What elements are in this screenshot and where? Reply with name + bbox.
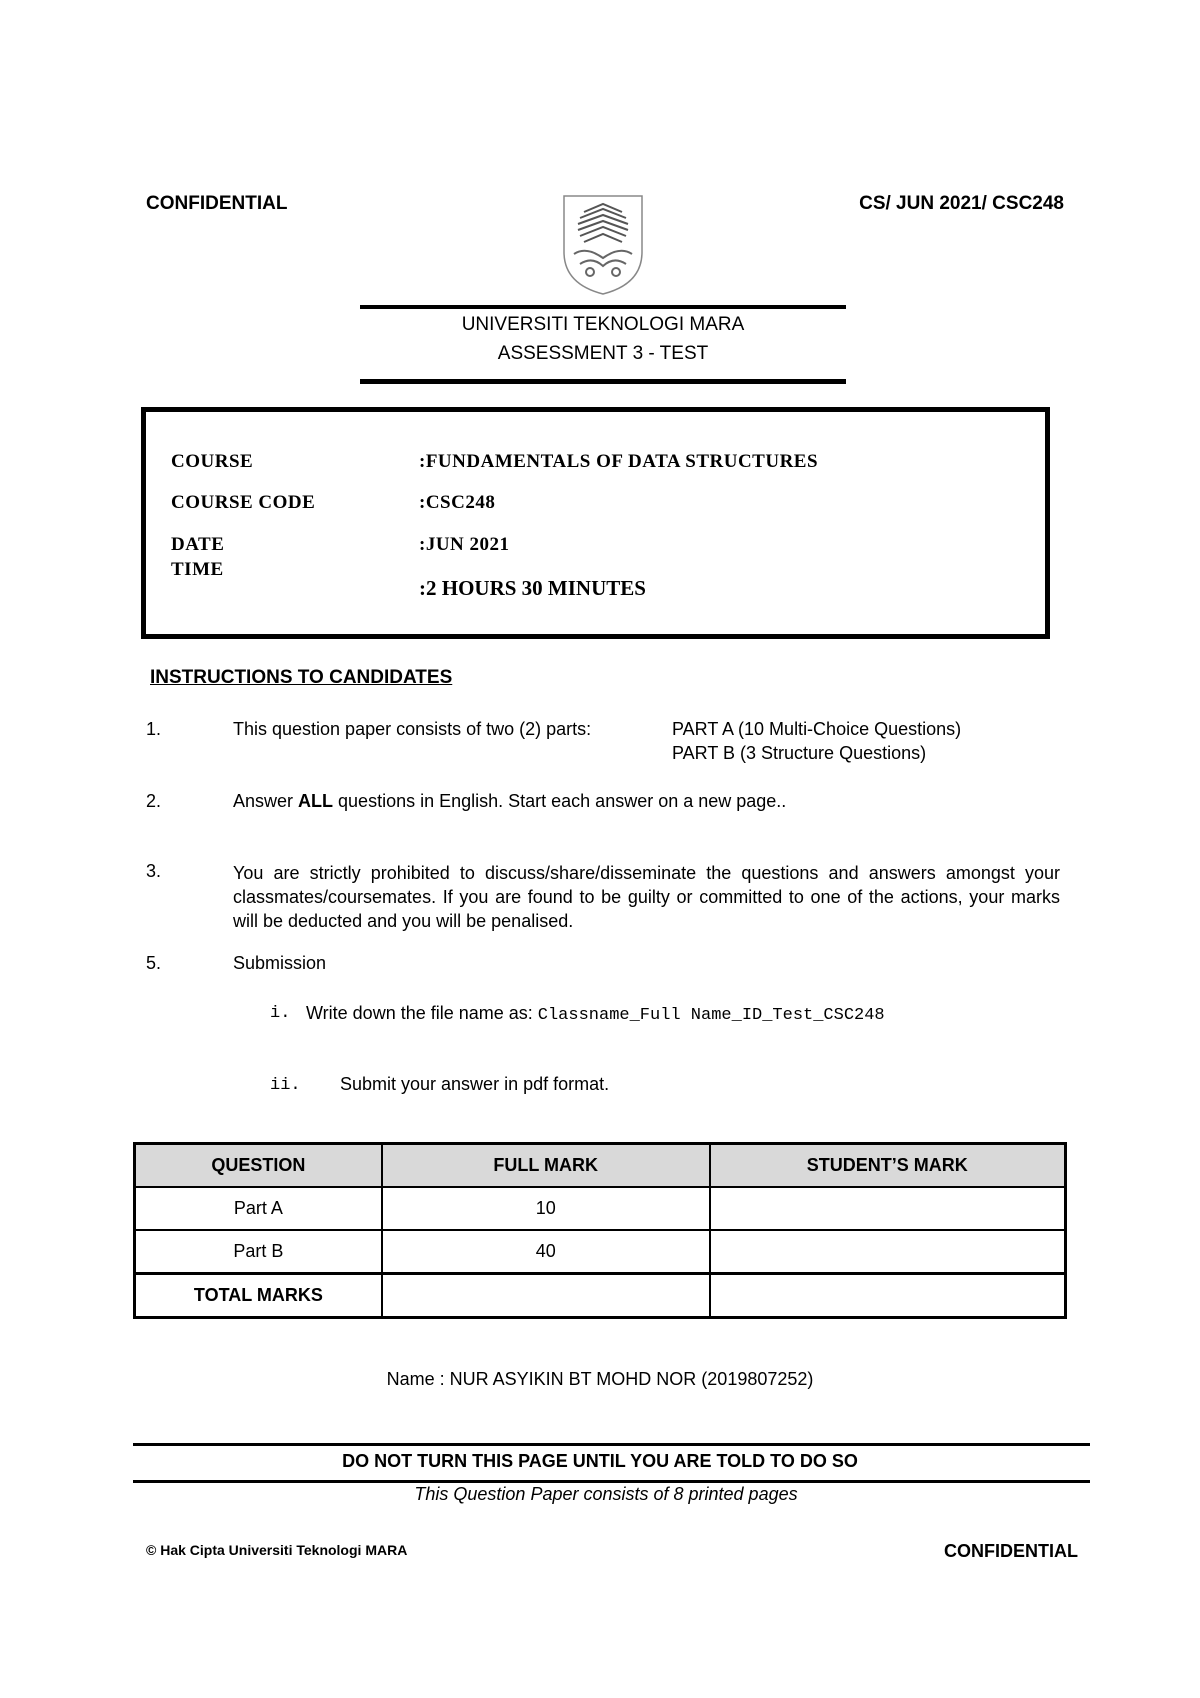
instruction-1-part-b: PART B (3 Structure Questions) [672, 743, 927, 763]
university-name: UNIVERSITI TEKNOLOGI MARA [461, 314, 745, 335]
instruction-1-part-a: PART A (10 Multi-Choice Questions) [672, 719, 962, 739]
university-crest-icon [560, 192, 646, 296]
course-label: COURSE [171, 451, 254, 472]
instructions-heading: INSTRUCTIONS TO CANDIDATES [150, 667, 453, 688]
time-value: :2 HOURS 30 MINUTES [419, 576, 646, 600]
instruction-2-number: 2. [146, 791, 162, 811]
row-part-b-question: Part B [135, 1230, 382, 1274]
instruction-3-number: 3. [146, 861, 162, 881]
row-part-a-student-mark[interactable] [710, 1187, 1066, 1230]
course-info-box [141, 407, 1050, 639]
footer-rule-top [133, 1443, 1090, 1446]
submission-filename-format: Classname_Full Name_ID_Test_CSC248 [537, 1006, 885, 1025]
header-students-mark: STUDENT’S MARK [710, 1144, 1066, 1188]
instruction-2-bold: ALL [298, 791, 334, 811]
do-not-turn-warning: DO NOT TURN THIS PAGE UNTIL YOU ARE TOLD TO DO SO [342, 1451, 858, 1471]
header-question: QUESTION [135, 1144, 382, 1188]
row-part-b-student-mark[interactable] [710, 1230, 1066, 1274]
row-total-label: TOTAL MARKS [135, 1274, 382, 1318]
date-label: DATE [171, 534, 225, 555]
table-row [135, 1187, 1066, 1230]
course-value: :FUNDAMENTALS OF DATA STRUCTURES [419, 451, 819, 472]
submission-sub-i-number: i. [270, 1004, 291, 1023]
assessment-title: ASSESSMENT 3 - TEST [497, 343, 709, 364]
student-name-line: Name : NUR ASYIKIN BT MOHD NOR (2019807252) [386, 1369, 814, 1389]
course-code-value: :CSC248 [419, 492, 496, 513]
instruction-2-text [233, 791, 786, 812]
instruction-2-pre: Answer [233, 791, 299, 811]
course-code-label: COURSE CODE [171, 492, 316, 513]
time-label: TIME [171, 559, 224, 580]
header-confidential: CONFIDENTIAL [146, 193, 288, 214]
submission-sub-ii-text: Submit your answer in pdf format. [340, 1074, 610, 1094]
row-part-a-full-mark: 10 [382, 1187, 710, 1230]
row-part-b-full-mark: 40 [382, 1230, 710, 1274]
instruction-3-text: You are strictly prohibited to discuss/share/disseminate the questions and answers amongst your classmates/coursemates. If you are found to be guilty or committed to one of the actions, your marks will be deducted and you will be penalised. [233, 863, 1060, 931]
submission-sub-i-label: Write down the file name as: [306, 1003, 538, 1023]
row-part-a-question: Part A [135, 1187, 382, 1230]
submission-sub-i-text [306, 1003, 885, 1025]
header-full-mark: FULL MARK [382, 1144, 710, 1188]
instruction-5-number: 5. [146, 953, 162, 973]
instruction-1-number: 1. [146, 719, 162, 739]
table-row [135, 1274, 1066, 1318]
instruction-2-post: questions in English. Start each answer on a new page.. [333, 791, 787, 811]
row-total-student-mark[interactable] [710, 1274, 1066, 1318]
submission-sub-ii-number: ii. [270, 1076, 301, 1095]
header-course-ref: CS/ JUN 2021/ CSC248 [859, 193, 1064, 214]
footer-rule-bottom [133, 1480, 1090, 1483]
footer-confidential: CONFIDENTIAL [944, 1541, 1078, 1561]
title-rule-top [360, 305, 846, 309]
table-row [135, 1230, 1066, 1274]
copyright-notice: © Hak Cipta Universiti Teknologi MARA [146, 1542, 408, 1558]
marks-table [133, 1142, 1067, 1319]
title-rule-bottom [360, 379, 846, 384]
row-total-full-mark [382, 1274, 710, 1318]
date-value: :JUN 2021 [419, 534, 510, 555]
instruction-1-text: This question paper consists of two (2) parts: [233, 719, 592, 739]
instruction-5-text: Submission [233, 953, 327, 973]
pages-note: This Question Paper consists of 8 printed pages [414, 1484, 798, 1504]
marks-table-header-row [135, 1144, 1066, 1188]
